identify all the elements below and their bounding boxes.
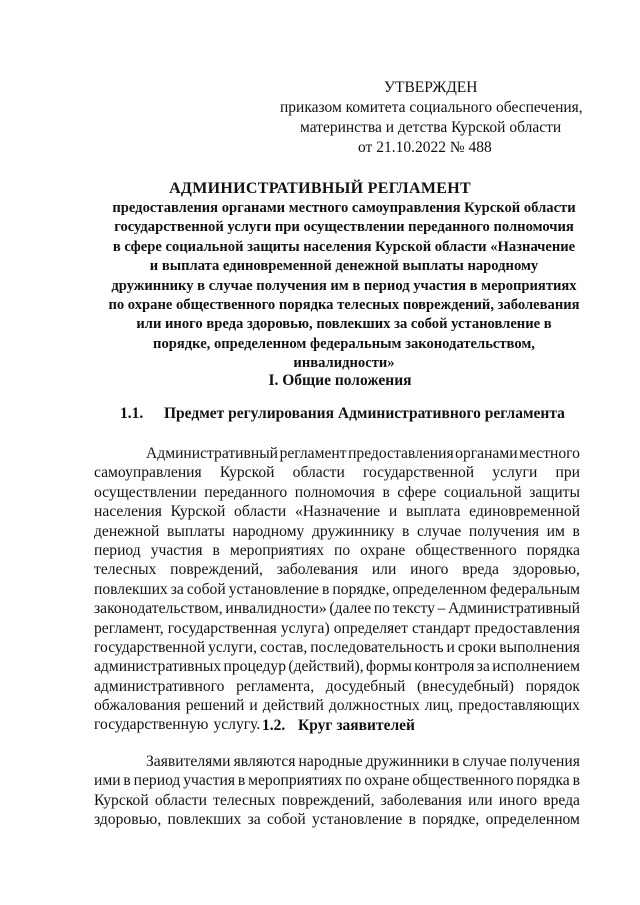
word: инвалидности»: [225, 600, 327, 618]
word: получения: [509, 753, 580, 770]
word: решений: [185, 697, 245, 715]
word: переданного: [204, 483, 288, 501]
paragraph-line: [94, 560, 580, 579]
word: государственная: [167, 619, 277, 637]
paragraph-line: [94, 502, 580, 521]
word: установление: [228, 580, 319, 598]
word: порядка: [526, 541, 580, 559]
word: государственной: [362, 464, 475, 482]
subtitle-line: или иного вреда здоровью, повлекших за собой установление в: [136, 316, 552, 333]
word: им: [546, 522, 565, 540]
word: определяет: [333, 619, 408, 637]
subsection-heading: [262, 717, 415, 735]
word: области: [154, 791, 207, 809]
word: в: [382, 483, 390, 501]
word: процедур: [223, 658, 287, 676]
word: последовательность: [310, 638, 444, 656]
word: по: [345, 772, 362, 790]
word: услугу.: [213, 716, 261, 734]
word: в: [237, 772, 246, 790]
word: повлекших: [94, 580, 168, 598]
word: общественного: [412, 772, 514, 790]
subsection-number: 1.2.: [262, 717, 286, 734]
subtitle-line: по охране общественного порядка телесных повреждений, заболевания: [108, 297, 580, 314]
subtitle-line: дружиннику в случае получения им в период участия в мероприятиях: [111, 277, 577, 294]
approval-line: приказом комитета социального обеспечения,: [280, 99, 583, 116]
word: по: [334, 541, 351, 559]
word: Курской: [170, 503, 226, 521]
word: самоуправления: [94, 464, 202, 482]
word: сфере: [397, 483, 437, 501]
word: охране: [364, 772, 410, 790]
word: сроки: [457, 638, 497, 656]
paragraph-line: [94, 599, 580, 618]
word: досудебный: [325, 677, 406, 695]
word: в: [452, 753, 460, 770]
word: случае: [417, 522, 462, 540]
word: обжалования: [94, 697, 181, 715]
word: населения: [94, 503, 162, 521]
paragraph-line: [94, 810, 580, 829]
paragraph-line: [94, 696, 580, 715]
approval-line: УТВЕРЖДЕН: [384, 79, 478, 96]
word: мероприятиях: [248, 772, 343, 790]
word: предоставления: [474, 619, 580, 637]
word: в: [322, 580, 330, 598]
word: дружиннику: [311, 522, 395, 540]
word: повлекших: [167, 811, 242, 829]
word: повреждений,: [281, 791, 375, 809]
word: ими: [94, 772, 121, 790]
subsection-number: 1.1.: [120, 405, 144, 422]
word: в: [212, 541, 220, 559]
word: мероприятиях: [229, 541, 325, 559]
word: местного: [519, 445, 580, 462]
word: и: [446, 638, 455, 656]
word: Заявителями: [146, 753, 231, 770]
word: дружинники: [365, 753, 449, 770]
word: порядке,: [422, 811, 480, 829]
word: предоставляющих: [458, 697, 580, 715]
word: и: [249, 697, 258, 715]
paragraph-line: [94, 657, 580, 676]
paragraph: [94, 444, 580, 735]
word: охране: [360, 541, 406, 559]
word: случае: [462, 753, 507, 770]
word: являются: [233, 753, 296, 770]
approval-block: [280, 78, 610, 158]
word: формы: [366, 658, 412, 676]
word: собой: [186, 580, 226, 598]
word: установление: [312, 811, 403, 829]
word: исполнением: [492, 658, 580, 676]
word: единовременной: [469, 503, 580, 521]
word: социальной: [443, 483, 522, 501]
paragraph-line: [94, 619, 580, 638]
paragraph-line: [94, 638, 580, 657]
word: по: [373, 600, 390, 618]
word: выплата: [405, 503, 461, 521]
word: определенном: [485, 811, 580, 829]
word: период: [94, 541, 141, 559]
word: за: [476, 658, 490, 676]
paragraph-line: [94, 791, 580, 810]
word: контроля: [414, 658, 475, 676]
word: должностных: [328, 697, 420, 715]
word: получения: [468, 522, 540, 540]
paragraph-line: [94, 771, 580, 790]
paragraph-line: [94, 463, 580, 482]
word: здоровью,: [512, 561, 580, 579]
subsection-title: Круг заявителей: [298, 717, 415, 734]
word: общественного: [415, 541, 517, 559]
word: органами: [455, 445, 518, 462]
subsection-title: Предмет регулирования Административного регламента: [164, 405, 565, 422]
word: народные: [298, 753, 363, 770]
word: вреда: [543, 791, 580, 809]
subtitle-line: и выплата единовременной денежной выплаты народному: [149, 258, 539, 275]
word: заболевания: [380, 791, 462, 809]
word: телесных: [213, 791, 276, 809]
word: период: [133, 772, 181, 790]
word: стандарт: [411, 619, 471, 637]
word: участия: [183, 772, 236, 790]
word: и: [388, 503, 398, 521]
word: состав,: [260, 638, 308, 656]
word: административных: [94, 658, 222, 676]
word: предоставления: [348, 445, 454, 462]
word: государственной: [94, 638, 206, 656]
document-subtitle: [84, 199, 604, 374]
word: тексту: [392, 600, 435, 618]
word: регламент,: [94, 619, 164, 637]
word: осуществлении: [94, 483, 197, 501]
word: Курской: [94, 791, 149, 809]
word: собой: [266, 811, 306, 829]
subtitle-line: инвалидности»: [293, 355, 395, 372]
approval-line: от 21.10.2022 № 488: [358, 139, 492, 156]
word: «Назначение: [294, 503, 381, 521]
subtitle-line: государственной услуги при осуществлении переданного полномочия: [114, 219, 574, 236]
word: заболевания: [276, 561, 359, 579]
word: действий: [262, 697, 324, 715]
word: повреждений,: [170, 561, 263, 579]
word: выплаты: [167, 522, 225, 540]
word: Административный: [146, 445, 279, 462]
word: –: [437, 600, 446, 618]
word: полномочия: [294, 483, 375, 501]
word: за: [170, 580, 184, 598]
word: (действий),: [288, 658, 364, 676]
word: в: [408, 811, 416, 829]
word: лиц,: [424, 697, 454, 715]
word: участия: [150, 541, 203, 559]
paragraph-line: [94, 541, 580, 560]
word: услуга): [280, 619, 330, 637]
word: или: [468, 791, 493, 809]
word: в: [123, 772, 131, 790]
word: государственную: [94, 716, 209, 734]
word: (далее: [329, 600, 372, 618]
word: услуги,: [208, 638, 258, 656]
word: услуги: [492, 464, 538, 482]
word: в: [402, 522, 410, 540]
paragraph-line: [94, 483, 580, 502]
section-heading: I. Общие положения: [268, 372, 412, 389]
word: порядка: [516, 772, 570, 790]
word: федеральным: [489, 580, 580, 598]
word: или: [371, 561, 397, 579]
subtitle-line: порядке, определенном федеральным законодательством,: [153, 335, 535, 352]
word: Административный: [447, 600, 580, 618]
subsection-heading: [120, 405, 565, 423]
word: в: [572, 522, 580, 540]
word: иного: [498, 791, 538, 809]
paragraph-line: [94, 522, 580, 541]
document-title: АДМИНИСТРАТИВНЫЙ РЕГЛАМЕНТ: [169, 180, 471, 197]
word: при: [555, 464, 580, 482]
word: вреда: [462, 561, 499, 579]
word: законодательством,: [94, 600, 223, 618]
word: выполнения: [499, 638, 580, 656]
word: здоровью,: [94, 811, 162, 829]
word: денежной: [94, 522, 160, 540]
word: области: [234, 503, 287, 521]
word: телесных: [94, 561, 157, 579]
approval-line: материнства и детства Курской области: [300, 119, 562, 136]
subtitle-line: предоставления органами местного самоуправления Курской области: [112, 200, 576, 216]
word: (внесудебный): [417, 677, 514, 695]
paragraph-line: [94, 677, 580, 696]
word: защиты: [529, 483, 580, 501]
subtitle-line: в сфере социальной защиты населения Курской области «Назначение: [112, 238, 576, 255]
word: народному: [232, 522, 305, 540]
word: Курской: [219, 464, 275, 482]
word: порядок: [525, 677, 580, 695]
word: регламента,: [236, 677, 315, 695]
word: порядке,: [332, 580, 390, 598]
paragraph: [94, 752, 580, 830]
paragraph-line: [94, 752, 580, 771]
paragraph-line: [94, 444, 580, 463]
word: регламент: [279, 445, 347, 462]
word: иного: [410, 561, 449, 579]
word: за: [247, 811, 261, 829]
word: административного: [94, 677, 225, 695]
word: определенном: [392, 580, 487, 598]
word: области: [292, 464, 345, 482]
word: в: [572, 772, 580, 790]
paragraph-line: [94, 580, 580, 599]
